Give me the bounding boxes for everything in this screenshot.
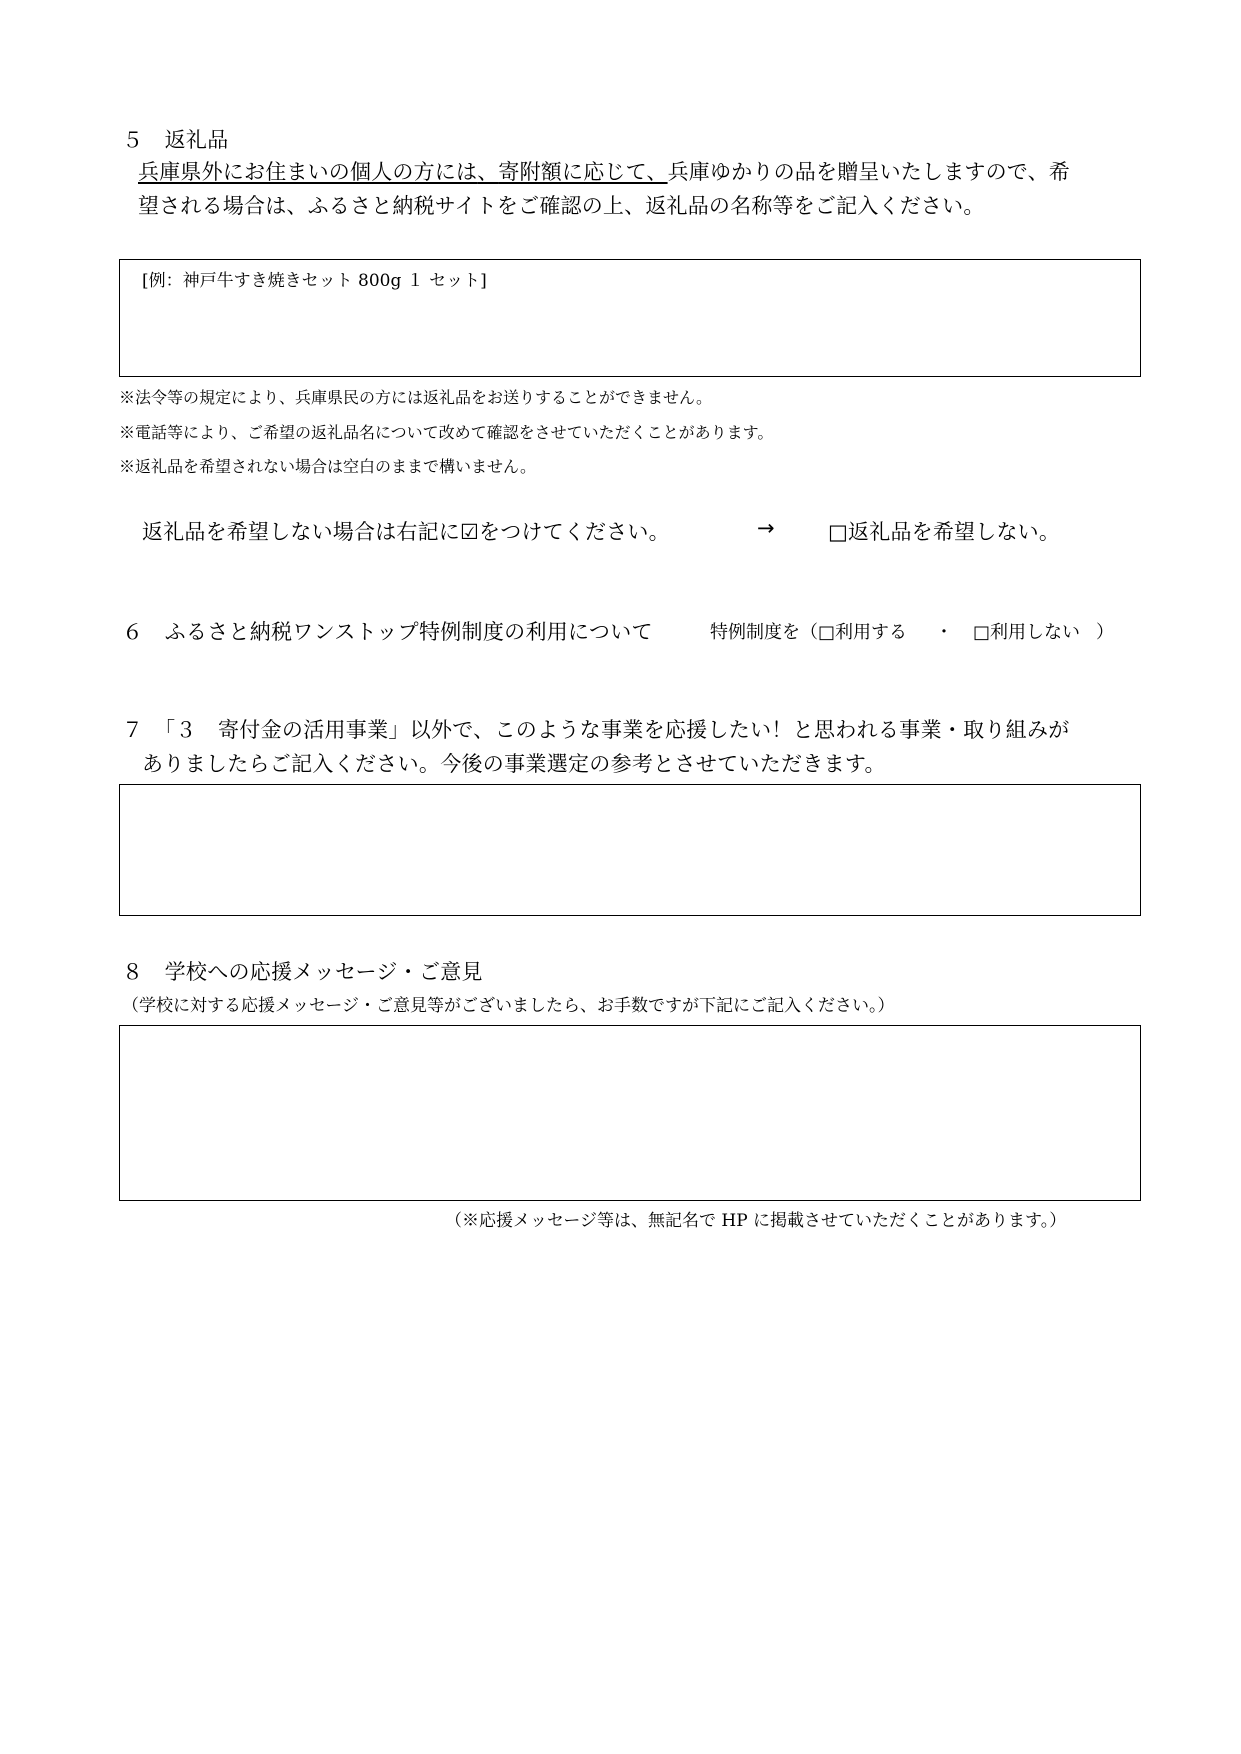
gift-name-input-box[interactable] (119, 259, 1141, 377)
section8-heading: ８ 学校への応援メッセージ・ご意見 (122, 960, 483, 984)
intro-plain-2: 兵庫ゆかりの品を贈呈いたしますので、希 (667, 160, 1070, 184)
note-3: ※返礼品を希望されない場合は空白のままで構いません。 (119, 457, 536, 476)
option-prefix: 特例制度を（ (710, 622, 818, 643)
option-suffix: ） (1096, 622, 1115, 643)
section7-heading-line1: ７ 「３ 寄付金の活用事業」以外で、このような事業を応援したい！と思われる事業・取り組みが (122, 718, 1070, 742)
section7-heading-line2: ありましたらご記入ください。今後の事業選定の参考とさせていただきます。 (142, 752, 886, 776)
message-input-box[interactable] (119, 1025, 1141, 1201)
option-separator: ・ (935, 622, 954, 643)
arrow-icon: → (757, 516, 775, 540)
decline-gift-checkbox[interactable]: □返礼品を希望しない。 (828, 520, 1061, 544)
decline-instruction: 返礼品を希望しない場合は右記に☑をつけてください。 (142, 520, 670, 544)
not-use-checkbox[interactable]: □利用しない (973, 622, 1081, 643)
note-1: ※法令等の規定により、兵庫県民の方には返礼品をお送りすることができません。 (119, 388, 712, 407)
section8-footnote: （※応援メッセージ等は、無記名で HP に掲載させていただくことがあります。） (445, 1211, 1067, 1231)
section6-heading: ６ ふるさと納税ワンストップ特例制度の利用について (122, 620, 653, 644)
project-suggestion-input-box[interactable] (119, 784, 1141, 916)
section5-heading: ５ 返礼品 (122, 128, 229, 152)
gift-example-text: [例：神戸牛すき焼きセット 800g １ セット] (142, 271, 487, 291)
note-2: ※電話等により、ご希望の返礼品名について改めて確認をさせていただくことがあります。 (119, 423, 774, 442)
section5-intro-line2: 望される場合は、ふるさと納税サイトをご確認の上、返礼品の名称等をご記入ください。 (138, 194, 985, 218)
intro-plain-1: 、 (477, 160, 499, 184)
use-checkbox[interactable]: □利用する (818, 622, 908, 643)
section5-intro-line1 (138, 156, 1070, 186)
intro-underlined-1: 兵庫県外にお住まいの個人の方には (138, 160, 478, 184)
section6-options (710, 618, 1114, 644)
intro-underlined-2: 寄附額に応じて、 (498, 160, 668, 184)
section8-subtext: （学校に対する応援メッセージ・ご意見等がございましたら、お手数ですが下記にご記入ください。） (122, 996, 895, 1016)
